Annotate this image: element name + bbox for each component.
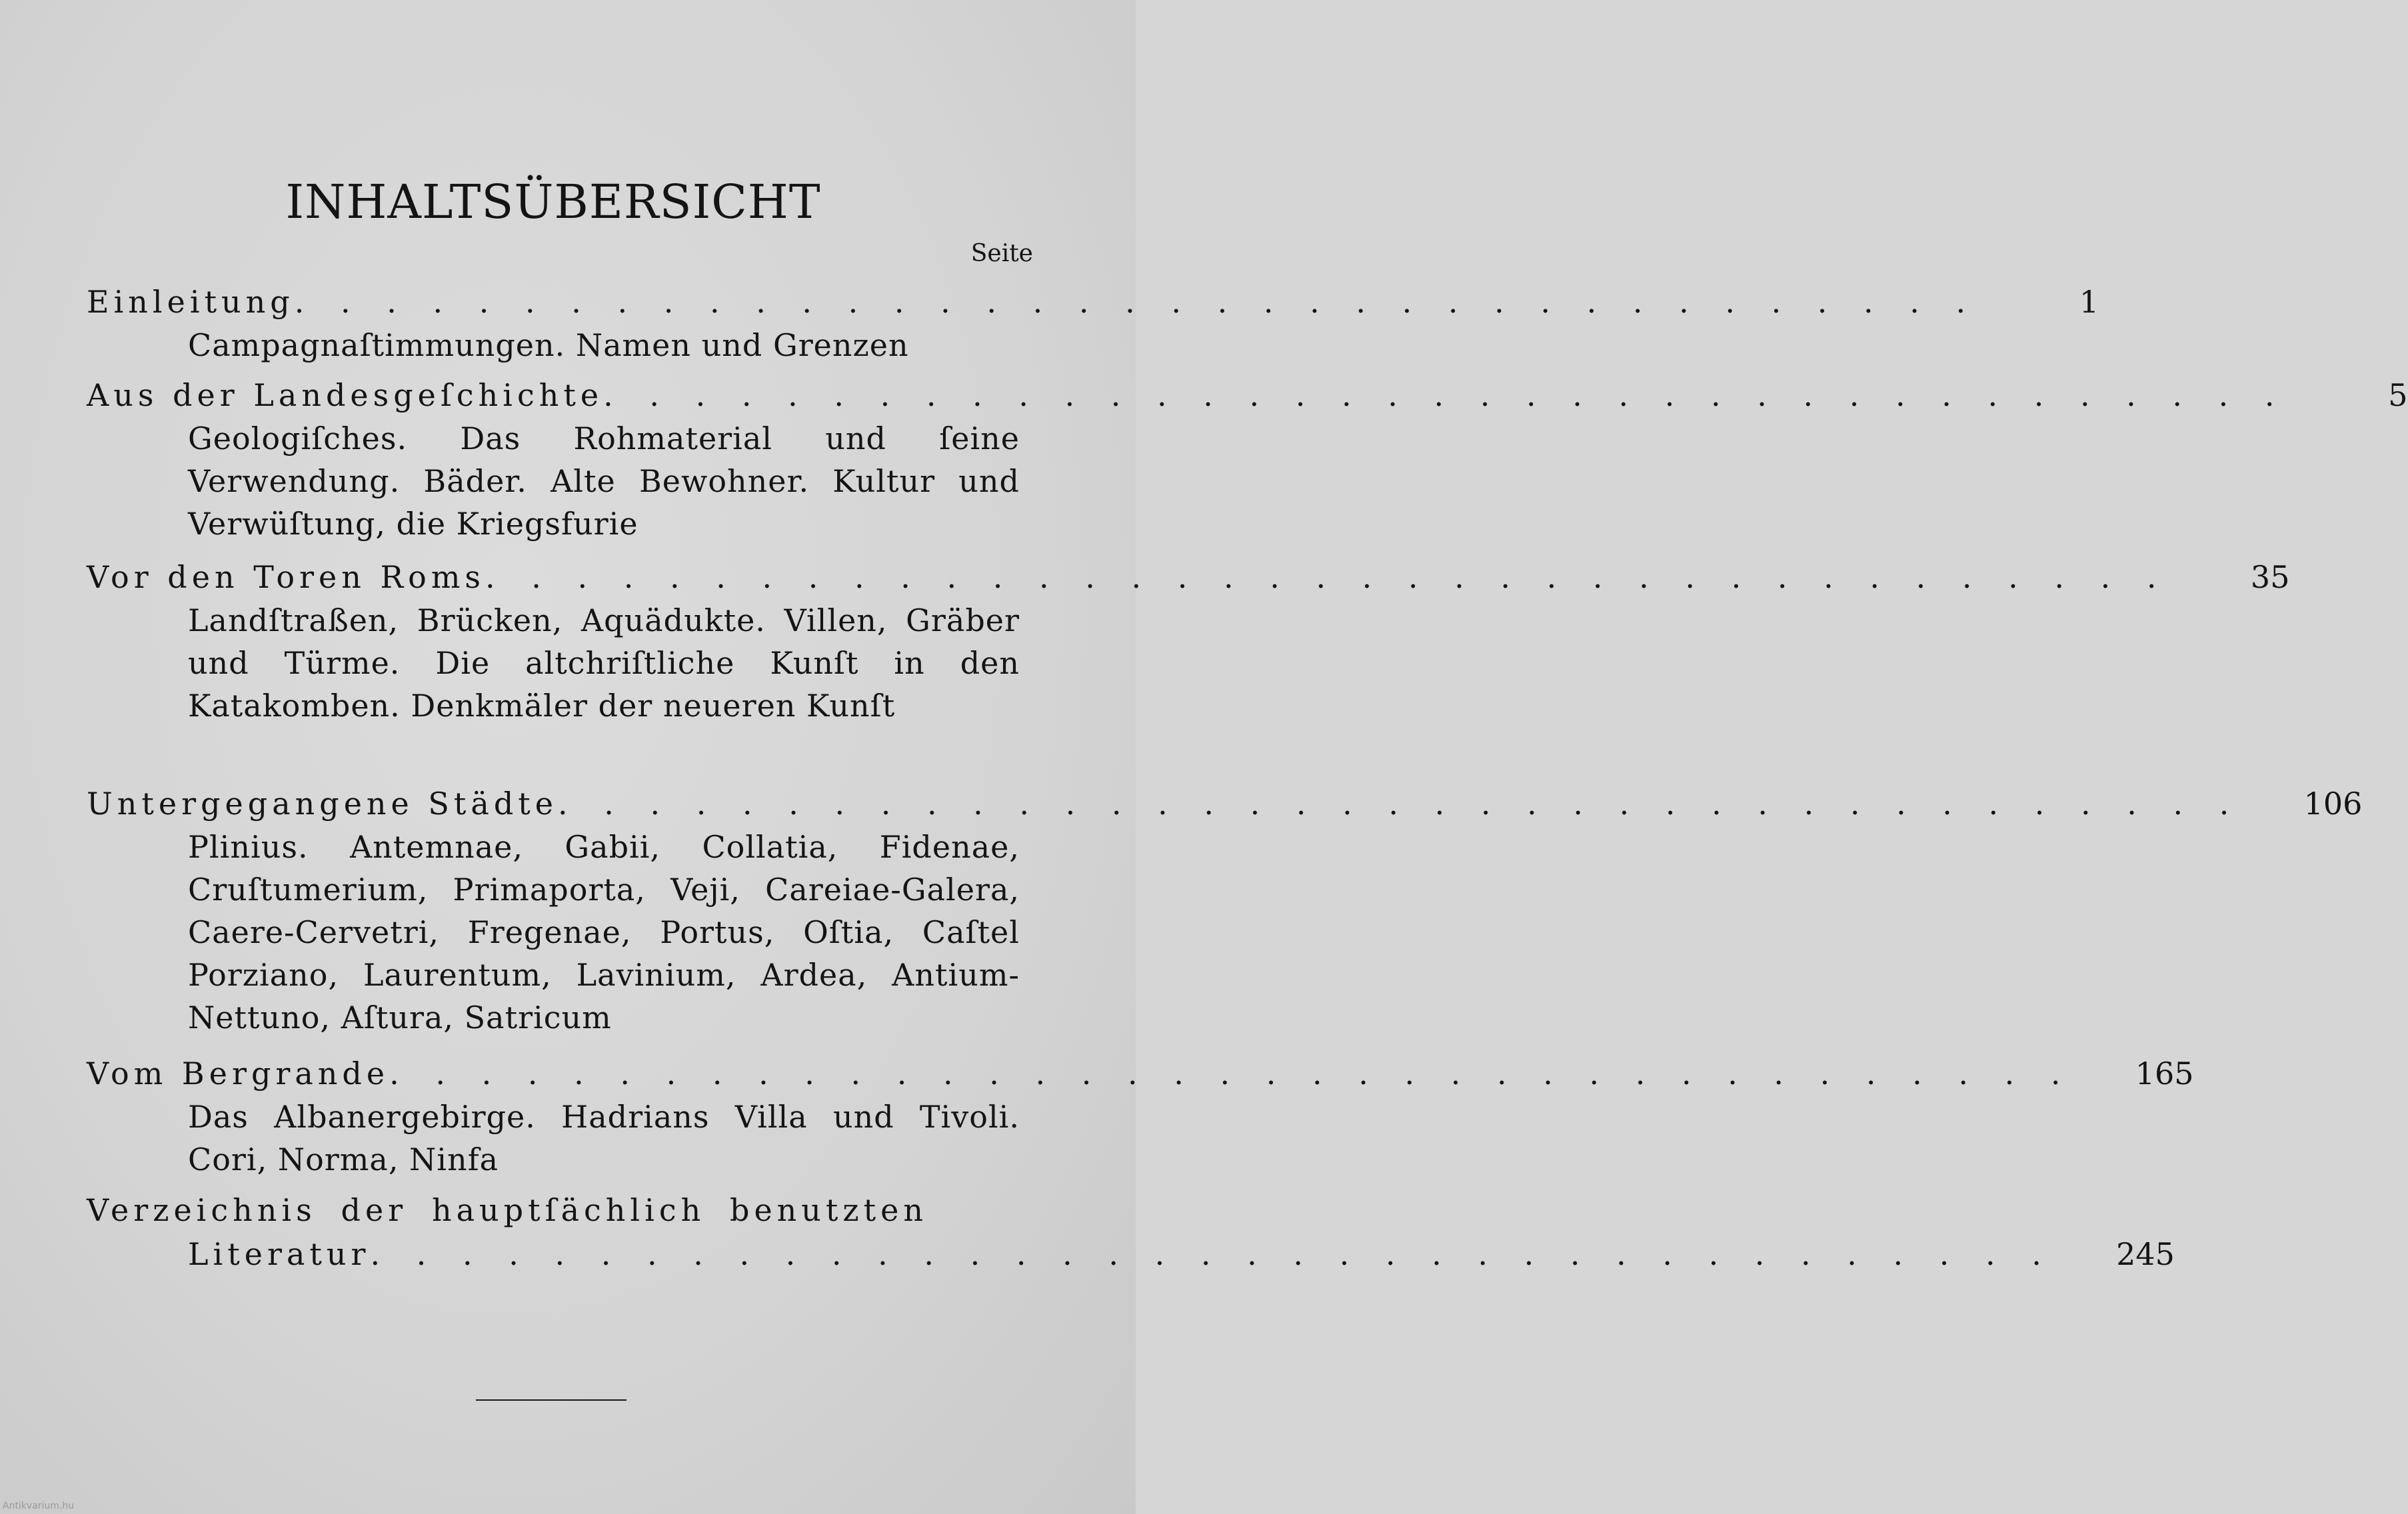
toc-heading-line	[87, 280, 2099, 324]
toc-entry-vor-den-toren-roms	[87, 555, 2290, 727]
page-column-label: Seite	[970, 240, 1033, 267]
toc-heading-line	[87, 1052, 2194, 1096]
watermark: Antikvarium.hu	[3, 1501, 75, 1511]
toc-entry-vom-bergrande	[87, 1052, 2194, 1181]
toc-page-number: 5	[2388, 377, 2408, 413]
leader-dots: . . . . . . . . . . . . . . . . . . . . . . . . . . . . . . . . . . . . .	[603, 377, 2288, 413]
toc-heading-line	[87, 782, 2363, 826]
toc-page-number: 245	[2116, 1236, 2175, 1272]
toc-page-number: 106	[2303, 786, 2363, 822]
toc-heading: Aus der Landesgeſchichte	[87, 377, 604, 413]
toc-description: Das Albanergebirge. Hadrians Villa und Tivoli. Cori, Norma, Ninfa	[188, 1099, 1020, 1177]
toc-entry-einleitung	[87, 280, 2099, 367]
toc-entry-untergegangene-staedte	[87, 782, 2363, 1039]
toc-heading: Vom Bergrande	[87, 1056, 390, 1092]
toc-heading: Vor den Toren Roms	[87, 559, 486, 595]
toc-heading-line	[87, 373, 2408, 417]
toc-page-number: 1	[2079, 284, 2099, 320]
closing-rule	[476, 1399, 626, 1401]
toc-entry-literatur	[87, 1188, 2175, 1276]
toc-heading-line	[188, 1232, 2175, 1276]
toc-heading: Einleitung	[87, 284, 295, 320]
page-title: INHALTSÜBERSICHT	[285, 175, 821, 229]
leader-dots: . . . . . . . . . . . . . . . . . . . . . . . . . . . . . . . . . . . . .	[370, 1236, 2055, 1272]
toc-description: Campagnaſtimmungen. Namen und Grenzen	[188, 327, 909, 363]
toc-page-number: 35	[2250, 559, 2290, 595]
toc-description: Plinius. Antemnae, Gabii, Collatia, Fidenae, Cruſtumerium, Primaporta, Veji, Careiae-Galera, Caere-Cervetri, Fregenae, Portus, Oſtia, Caſtel Porziano, Laurentum, Lavinium, Ardea, Antium-Nettuno, Aſtura, Satricum	[188, 829, 1020, 1036]
toc-page-number: 165	[2135, 1056, 2194, 1092]
leader-dots: . . . . . . . . . . . . . . . . . . . . . . . . . . . . . . . . . . . . .	[485, 559, 2170, 595]
toc-description: Geologiſches. Das Rohmaterial und ſeine Verwendung. Bäder. Alte Bewohner. Kultur und Verwüſtung, die Kriegsfurie	[188, 420, 1020, 542]
leader-dots: . . . . . . . . . . . . . . . . . . . . . . . . . . . . . . . . . . . . .	[389, 1056, 2074, 1092]
leader-dots: . . . . . . . . . . . . . . . . . . . . . . . . . . . . . . . . . . . . .	[557, 786, 2243, 822]
toc-heading: Verzeichnis der hauptſächlich benutzten	[87, 1192, 928, 1228]
toc-heading-continued: Literatur	[188, 1236, 371, 1272]
toc-entry-landesgeschichte	[87, 373, 2408, 545]
toc-description: Landſtraßen, Brücken, Aquädukte. Villen, Gräber und Türme. Die altchriſtliche Kunſt in den Katakomben. Denkmäler der neueren Kunſt	[188, 602, 1020, 724]
toc-heading-line	[87, 555, 2290, 599]
leader-dots: . . . . . . . . . . . . . . . . . . . . . . . . . . . . . . . . . . . . .	[294, 284, 1979, 320]
toc-heading: Untergegangene Städte	[87, 786, 558, 822]
